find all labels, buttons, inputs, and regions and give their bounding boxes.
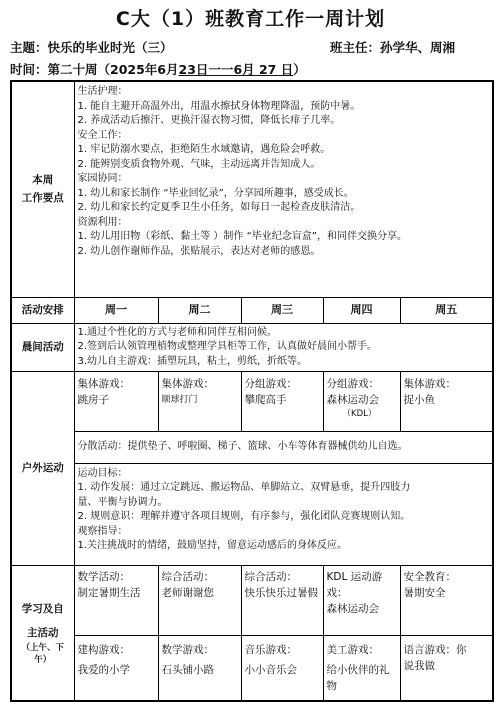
study-type: 数学游戏： xyxy=(161,643,214,656)
study-type: 综合活动： xyxy=(161,570,214,583)
study-label-line-3: （上午、下 xyxy=(21,642,64,653)
theme-label: 主题： xyxy=(10,40,48,55)
study-tue-1 xyxy=(158,565,241,635)
outdoor-goals xyxy=(74,463,493,565)
game-name: 森林运动会 xyxy=(326,393,379,406)
study-thu-2 xyxy=(323,635,400,701)
time-mid: 日一一 xyxy=(195,62,234,77)
study-type: 音乐游戏： xyxy=(244,643,297,656)
study-label-line-4: 午） xyxy=(34,654,52,665)
day-header-mon: 周一 xyxy=(74,297,158,323)
outdoor-games-row xyxy=(11,371,493,431)
focus-label-line-1: 本周 xyxy=(32,174,54,187)
game-type: 集体游戏： xyxy=(403,377,456,390)
focus-line: 1. 幼儿用旧物（彩纸、黏土等 ）制作 “毕业纪念盲盒”，和同伴交换分享。 xyxy=(77,231,407,242)
study-name: 说我做 xyxy=(403,659,435,672)
schedule-header-row xyxy=(11,297,493,323)
game-type: 集体游戏： xyxy=(161,377,214,390)
morning-line: 1.通过个性化的方式与老师和同伴互相问候。 xyxy=(77,326,278,338)
theme-value: 快乐的毕业时光（三） xyxy=(47,40,173,55)
day-header-tue: 周二 xyxy=(158,297,241,323)
focus-line: 1. 能自主避开高温外出，用温水擦拭身体物理降温，预防中暑。 xyxy=(77,100,361,112)
game-type: 集体游戏： xyxy=(77,377,130,390)
page-title: C大（1）班教育工作一周计划 xyxy=(115,8,386,30)
focus-label-line-2: 工作要点 xyxy=(21,192,64,205)
study-row-1 xyxy=(11,565,493,635)
morning-line: 2.签到后认领管理植物或整理学具柜等工作，认真做好晨间小帮手。 xyxy=(77,341,378,352)
study-thu-1 xyxy=(323,565,400,635)
schedule-label: 活动安排 xyxy=(11,297,74,323)
time-close: ） xyxy=(293,62,306,77)
focus-line: 2. 幼儿和家长约定夏季卫生小任务，如每日一起检查皮肤清洁。 xyxy=(77,202,361,213)
focus-line: 资源利用： xyxy=(77,216,128,228)
study-type: 语言游戏：你 xyxy=(403,643,467,656)
focus-label xyxy=(11,81,74,297)
study-mon-1 xyxy=(74,565,158,635)
time-start-day: 23 xyxy=(178,62,196,77)
study-type: 数学活动： xyxy=(77,570,130,583)
game-name: 顺球打门 xyxy=(161,394,198,405)
study-name: 森林运动会 xyxy=(326,602,379,615)
outdoor-goals-row xyxy=(11,463,493,565)
study-label xyxy=(11,565,74,701)
weekly-plan-table xyxy=(10,80,494,702)
time-week: 第二十周（2025年6月 xyxy=(47,62,179,77)
day-header-thu: 周四 xyxy=(323,297,400,323)
outdoor-game-thu xyxy=(323,371,400,431)
day-header-fri: 周五 xyxy=(400,297,493,323)
study-label-line-1: 学习及自 xyxy=(21,602,64,615)
outdoor-game-fri xyxy=(400,371,493,431)
outdoor-scatter xyxy=(74,431,493,463)
focus-row xyxy=(11,81,493,297)
game-name: 捉小鱼 xyxy=(403,393,435,406)
study-wed-2 xyxy=(241,635,323,701)
outdoor-game-mon xyxy=(74,371,158,431)
goal-line: 量、平衡与协调力。 xyxy=(77,496,168,508)
study-name: 制定暑期生活 xyxy=(77,586,141,599)
study-type: KDL 运动游戏： xyxy=(326,570,383,599)
game-type: 分组游戏： xyxy=(244,377,297,390)
study-tue-2 xyxy=(158,635,241,701)
study-name: 我爱的小学 xyxy=(77,663,130,676)
time-end-date: 6月 27 日 xyxy=(233,62,294,77)
study-type: 建构游戏： xyxy=(77,643,130,656)
morning-content xyxy=(74,323,493,371)
morning-row xyxy=(11,323,493,371)
study-mon-2 xyxy=(74,635,158,701)
study-name: 暑期安全 xyxy=(403,586,446,599)
teachers-label: 班主任： xyxy=(330,40,381,55)
goal-line: 2. 规则意识：理解并遵守各项目规则，有序参与，强化团队竞赛规则认知。 xyxy=(77,511,411,522)
study-name: 老师谢谢您 xyxy=(161,586,214,599)
outdoor-game-tue xyxy=(158,371,241,431)
focus-line: 2. 能辨别变质食物外观、气味，主动远离并告知成人。 xyxy=(77,158,321,170)
study-type: 综合活动： xyxy=(244,570,297,583)
focus-content xyxy=(74,81,493,297)
game-sub: （KDL） xyxy=(342,408,377,419)
scatter-text: 分散活动：提供垫子、呼啦圈、梯子、篮球、小车等体育器械供幼儿自选。 xyxy=(77,440,408,452)
goal-line: 观察指导： xyxy=(77,525,128,537)
teachers-line xyxy=(330,38,455,56)
morning-line: 3.幼儿自主游戏：插塑玩具，粘土，剪纸，折纸等。 xyxy=(77,355,308,367)
focus-line: 2. 养成活动后擦汗、更换汗湿衣物习惯，降低长痱子几率。 xyxy=(77,115,341,126)
study-name: 小小音乐会 xyxy=(244,663,297,676)
focus-line: 家园协同： xyxy=(77,173,128,184)
study-type: 安全教育： xyxy=(403,570,456,583)
study-label-line-2: 主活动 xyxy=(27,626,59,639)
game-name: 攀爬高手 xyxy=(244,393,287,406)
outdoor-game-wed xyxy=(241,371,323,431)
study-name: 快乐快乐过暑假 xyxy=(244,586,318,599)
time-line xyxy=(10,60,306,78)
goal-line: 1.关注挑战时的情绪，鼓励坚持，留意运动感后的身体反应。 xyxy=(77,540,348,551)
outdoor-scatter-row xyxy=(11,431,493,463)
theme-line xyxy=(10,38,173,56)
game-name: 跳房子 xyxy=(77,393,109,406)
goal-line: 运动目标： xyxy=(77,467,128,479)
time-label: 时间： xyxy=(10,62,48,77)
focus-line: 生活护理： xyxy=(77,86,128,97)
study-type: 美工游戏： xyxy=(326,643,379,656)
focus-line: 1. 幼儿和家长制作 “毕业回忆录”，分享园所趣事，感受成长。 xyxy=(77,187,354,199)
goal-line: 1. 动作发展：通过立定跳远、搬运物品、单脚站立、双臂悬垂，提升四肢力 xyxy=(77,482,411,493)
outdoor-label: 户外运动 xyxy=(11,371,74,565)
study-name: 石头铺小路 xyxy=(161,663,214,676)
study-name: 给小伙伴的礼物 xyxy=(326,663,390,692)
study-fri-2 xyxy=(400,635,493,701)
study-row-2 xyxy=(11,635,493,701)
day-header-wed: 周三 xyxy=(241,297,323,323)
focus-line: 安全工作： xyxy=(77,129,128,141)
teachers-value: 孙学华、周湘 xyxy=(380,40,456,55)
game-type: 分组游戏： xyxy=(326,377,379,390)
focus-line: 2. 幼儿创作谢师作品，张贴展示，表达对老师的感恩。 xyxy=(77,245,321,257)
study-fri-1 xyxy=(400,565,493,635)
morning-label: 晨间活动 xyxy=(11,323,74,371)
focus-line: 1. 牢记防溺水要点，拒绝陌生水域邀请，遇危险会呼救。 xyxy=(77,144,331,155)
study-wed-1 xyxy=(241,565,323,635)
